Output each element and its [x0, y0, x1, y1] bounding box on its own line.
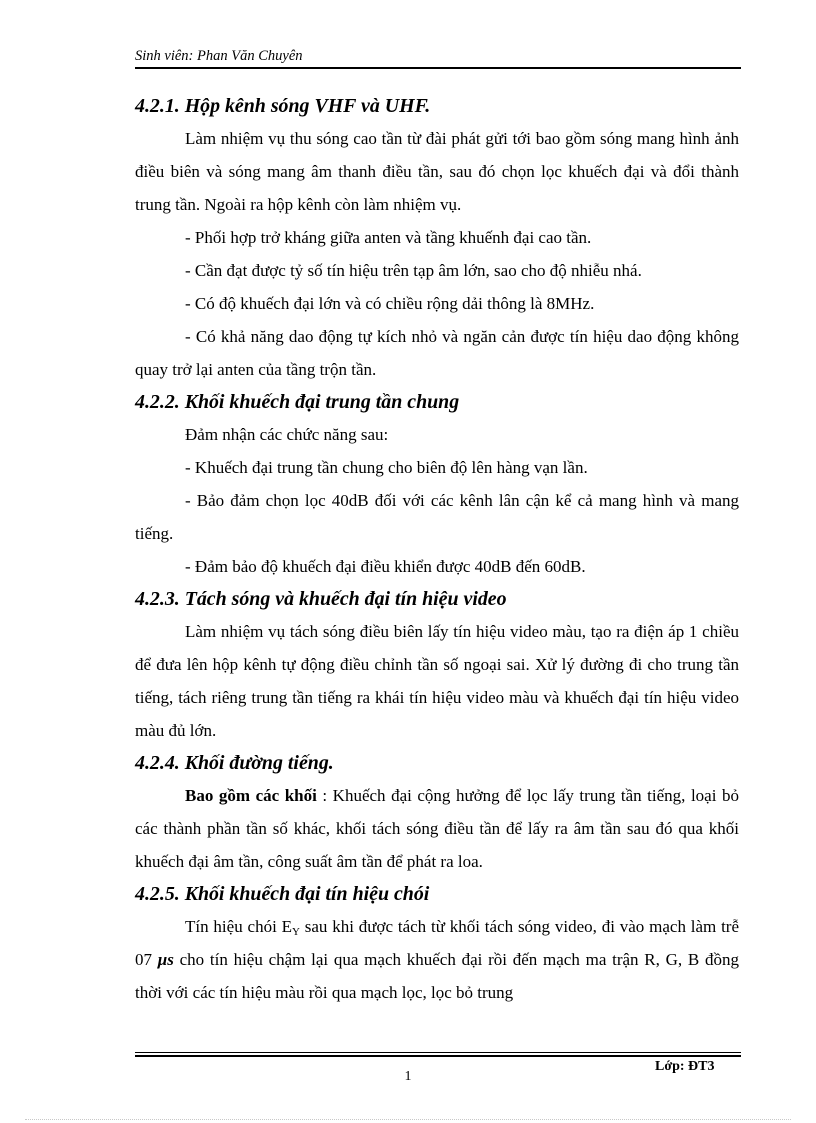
page-bottom-dotted-line [25, 1119, 791, 1120]
bullet-item: - Có khả năng dao động tự kích nhỏ và ngăn cản được tín hiệu dao động không quay trở lại anten của tầng trộn tần. [135, 327, 739, 379]
footer-rule [135, 1055, 741, 1057]
subscript: Y [292, 926, 300, 938]
paragraph-text: cho tín hiệu chậm lại qua mạch khuếch đại rồi đến mạch ma trận R, G, B đồng thời với các tín hiệu màu rồi qua mạch lọc, lọc bỏ trung [135, 950, 739, 1002]
page-header-student: Sinh viên: Phan Văn Chuyên [135, 48, 303, 64]
section-heading-4-2-5: 4.2.5. Khối khuếch đại tín hiệu chói [135, 883, 430, 905]
footer-rule [135, 1052, 741, 1053]
bullet-item: - Phối hợp trở kháng giữa anten và tầng khuếnh đại cao tần. [185, 228, 592, 247]
bullet-item: - Khuếch đại trung tần chung cho biên độ lên hàng vạn lần. [185, 458, 588, 477]
section-heading-4-2-1: 4.2.1. Hộp kênh sóng VHF và UHF. [135, 95, 431, 117]
bullet-item: - Có độ khuếch đại lớn và có chiều rộng dải thông là 8MHz. [185, 294, 595, 313]
paragraph-text: : Khuếch đại cộng hưởng để lọc lấy trung tần tiếng, loại bỏ các thành phần tần số khác, khối tách sóng điều tần để lấy ra âm tần sau đó qua khối khuếch đại âm tần, công suất âm tần để phát ra loa. [135, 786, 739, 871]
paragraph-text: sau khi được tách từ khối tách sóng video, đi vào mạch làm trễ 07 [135, 917, 740, 969]
paragraph-text: Tín hiệu chói E [185, 917, 292, 936]
section-heading-4-2-2: 4.2.2. Khối khuếch đại trung tần chung [135, 391, 460, 413]
header-rule [135, 67, 741, 69]
bullet-item: - Bảo đảm chọn lọc 40dB đối với các kênh lân cận kể cả mang hình và mang tiếng. [135, 491, 739, 543]
section-heading-4-2-4: 4.2.4. Khối đường tiếng. [135, 752, 334, 774]
paragraph: Làm nhiệm vụ tách sóng điều biên lấy tín hiệu video màu, tạo ra điện áp 1 chiều để đưa lên hộp kênh tự động điều chỉnh tần số ngoại sai. Xử lý đường đi cho trung tần tiếng, tách riêng trung tần tiếng ra khái tín hiệu video màu và khuếch đại tín hiệu video màu đủ lớn. [135, 622, 739, 740]
paragraph [135, 779, 739, 878]
paragraph: Làm nhiệm vụ thu sóng cao tần từ đài phát gửi tới bao gồm sóng mang hình ảnh điều biên và sóng mang âm thanh điều tần, sau đó chọn lọc khuếch đại và đổi thành trung tần. Ngoài ra hộp kênh còn làm nhiệm vụ. [135, 129, 739, 214]
paragraph: Đảm nhận các chức năng sau: [185, 425, 389, 444]
bullet-item: - Cần đạt được tỷ số tín hiệu trên tạp âm lớn, sao cho độ nhiễu nhá. [185, 261, 642, 280]
section-heading-4-2-3: 4.2.3. Tách sóng và khuếch đại tín hiệu video [135, 588, 507, 610]
page-number: 1 [404, 1069, 412, 1084]
paragraph [135, 910, 739, 1009]
bullet-item: - Đảm bảo độ khuếch đại điều khiển được 40dB đến 60dB. [185, 557, 586, 576]
unit-symbol: μs [157, 950, 174, 969]
document-body [135, 90, 739, 1009]
footer-class-label: Lớp: ĐT3 [655, 1059, 715, 1074]
paragraph-lead: Bao gồm các khối [185, 786, 317, 805]
